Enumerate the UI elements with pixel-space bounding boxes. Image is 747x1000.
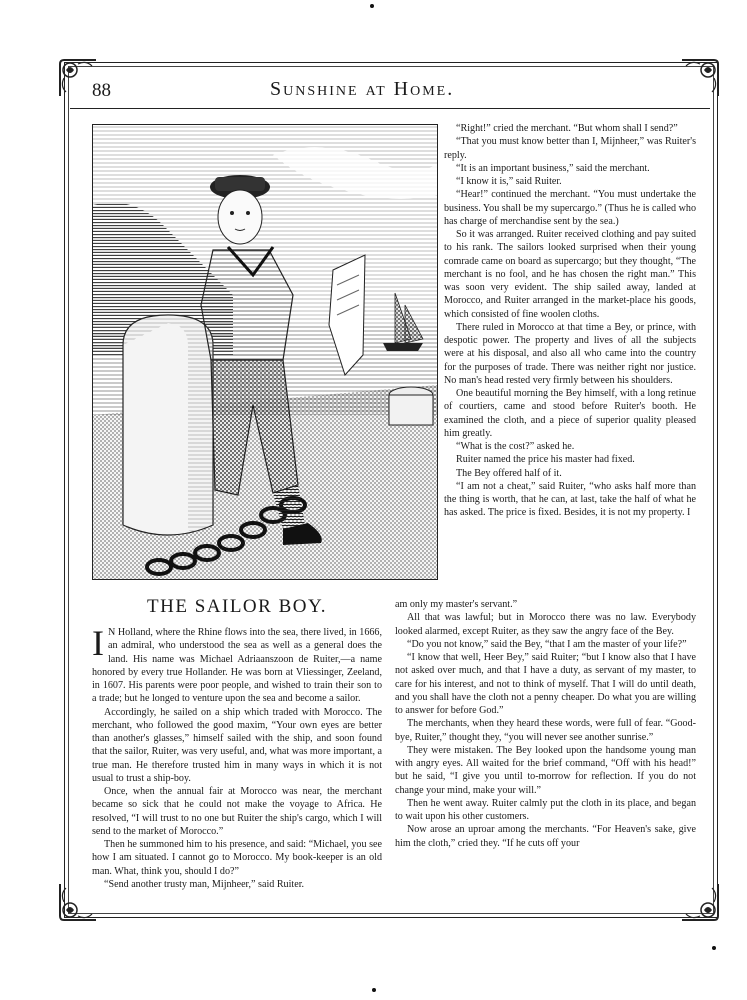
bottom-right-column xyxy=(395,598,696,850)
paragraph: So it was arranged. Ruiter received clothing and pay suited to his rank. The sailors looked surprised when their young comrade came on board as supercargo; but they thought, “The merchant is no fool, and he has chosen the right man.” This was soon very evident. The ship sailed away, landed at Morocco, and Ruiter arranged in the market-place his goods, which consisted of fine woolen cloths. xyxy=(444,229,696,320)
paragraph: Ruiter named the price his master had fixed. xyxy=(456,454,635,466)
right-column xyxy=(444,122,696,520)
story-title: THE SAILOR BOY. xyxy=(147,596,327,617)
paragraph: Now arose an uproar among the merchants. “For Heaven's sake, give him the cloth,” cried they. “If he cuts off your xyxy=(395,824,696,849)
paragraph: “That you must know better than I, Mijnheer,” was Ruiter's reply. xyxy=(444,136,696,161)
page-number: 88 xyxy=(92,80,111,101)
paragraph: They were mistaken. The Bey looked upon the handsome young man with angry eyes. All waited for the brief command, “Off with his head!” but he said, “I give you until to-morrow for reflection. If you do not change your mind, make your will.” xyxy=(395,744,696,796)
paragraph: The merchants, when they heard these words, were full of fear. “Good-bye, Ruiter,” thought they, “you will never see another sunrise.” xyxy=(395,718,696,743)
print-mark xyxy=(370,4,374,8)
paragraph: am only my master's servant.” xyxy=(395,599,518,610)
drop-cap: I xyxy=(92,623,104,663)
paragraph: Accordingly, he sailed on a ship which traded with Morocco. The merchant, who followed the good maxim, “Your own eyes are better than another's glasses,” himself sailed with the ship, and soon found that the sailor, Ruiter, was very useful, and, what was more important, a true man. He therefore trusted him in many ways in which it is not usual to trust a ship-boy. xyxy=(92,706,382,784)
sailor-boy-engraving xyxy=(92,124,438,580)
paragraph: “Hear!” continued the merchant. “You must undertake the business. You shall be my supercargo.” (Thus he is called who has charge of merchandise sent by the sea.) xyxy=(444,189,696,227)
paragraph: The Bey offered half of it. xyxy=(456,467,562,479)
paragraph: One beautiful morning the Bey himself, with a long retinue of courtiers, came and stood before Ruiter's booth. He examined the cloth, and a piece of superior quality pleased him greatly. xyxy=(444,388,696,439)
paragraph: There ruled in Morocco at that time a Bey, or prince, with despotic power. The property and lives of all the subjects were at his disposal, and also all who came into the country for the purposes of trade. There was neither right nor justice. No man's head rested very firmly between his shoulders. xyxy=(444,321,696,386)
left-column xyxy=(92,623,382,891)
print-mark xyxy=(712,946,716,950)
header-rule xyxy=(70,108,710,109)
paragraph: “I know that well, Heer Bey,” said Ruiter; “but I know also that I have not asked over much, and that I have a duty, as servant of my master, to care for his interest, and not to think of myself. That I will do until death, and you shall have the cloth not a penny cheaper. Do what you are willing to answer for before God.” xyxy=(395,652,696,716)
paragraph: Once, when the annual fair at Morocco was near, the merchant became so sick that he could not make the voyage to Africa. He resolved, “I will trust to no one but Ruiter the ship's cargo, which I will send to the market of Morocco.” xyxy=(92,786,382,837)
corner-ornament-top-right xyxy=(678,56,722,100)
paragraph: “It is an important business,” said the merchant. xyxy=(456,162,650,174)
paragraph: “Do you not know,” said the Bey, “that I am the master of your life?” xyxy=(407,638,687,650)
paragraph: “I am not a cheat,” said Ruiter, “who asks half more than the thing is worth, that he can, at last, take the half of what he has asked. The price is fixed. Besides, it is not my property. I xyxy=(444,480,696,519)
paragraph: All that was lawful; but in Morocco there was no law. Everybody looked alarmed, except Ruiter, as they saw the angry face of the Bey. xyxy=(395,612,696,637)
running-title: Sunshine at Home. xyxy=(270,78,455,100)
print-mark xyxy=(372,988,376,992)
paragraph: Then he summoned him to his presence, and said: “Michael, you see how I am situated. I cannot go to Morocco. My book-keeper is an old man. What, think you, should I do?” xyxy=(92,839,382,877)
paragraph: “Send another trusty man, Mijnheer,” said Ruiter. xyxy=(104,878,305,890)
paragraph-text: N Holland, where the Rhine flows into the sea, there lived, in 1666, an admiral, who understood the sea as well as a general does the land. His name was Michael Adriaanszoon de Ruiter,—a name honored by every true Hollander. He was born at Vliessinger, Zeeland, in 1607. His parents were poor people, and wished to train their son to a trade; but he longed to venture upon the sea and become a sailor. xyxy=(92,627,382,705)
paragraph: “Right!” cried the merchant. “But whom shall I send?” xyxy=(456,123,678,134)
paragraph: Then he went away. Ruiter calmly put the cloth in its place, and began to wait upon his other customers. xyxy=(395,797,696,822)
opening-paragraph xyxy=(92,623,382,706)
paragraph: “I know it is,” said Ruiter. xyxy=(456,176,562,187)
corner-ornament-bottom-right xyxy=(678,880,722,924)
paragraph: “What is the cost?” asked he. xyxy=(456,441,575,452)
bollard xyxy=(123,315,213,535)
